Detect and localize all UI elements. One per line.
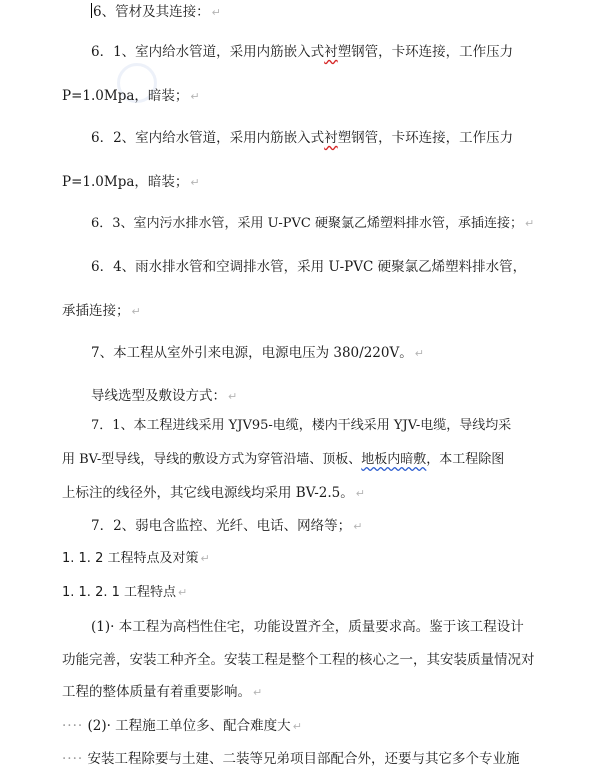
heading[interactable]: 1. 1. 2. 1 工程特点 ↵ xyxy=(62,585,188,600)
paragraph[interactable]: 工程的整体质量有着重要影响。 ↵ xyxy=(62,684,263,700)
paragraph-mark-icon: ↵ xyxy=(414,347,424,360)
spelling-error[interactable]: 衬 xyxy=(324,44,338,60)
paragraph-mark-icon: ↵ xyxy=(178,586,188,599)
paragraph-mark-icon: ↵ xyxy=(292,720,302,733)
paragraph[interactable]: 7、本工程从室外引来电源，电源电压为 380/220V。 ↵ xyxy=(91,345,424,361)
paragraph-mark-icon: ↵ xyxy=(190,90,200,103)
paragraph[interactable]: (1)· 本工程为高档性住宅，功能设置齐全，质量要求高。鉴于该工程设计 xyxy=(91,619,524,635)
paragraph[interactable]: 6、管材及其连接： ↵ xyxy=(93,4,221,20)
paragraph[interactable]: 6．2、室内给水管道，采用内筋嵌入式衬塑钢管，卡环连接，工作压力 xyxy=(91,130,514,146)
heading[interactable]: 1. 1. 2 工程特点及对策 ↵ xyxy=(62,551,210,566)
paragraph-mark-icon: ↵ xyxy=(131,305,141,318)
space-marks: ···· xyxy=(62,718,84,734)
paragraph[interactable]: 6．3、室内污水排水管，采用 U-PVC 硬聚氯乙烯塑料排水管，承插连接； ↵ xyxy=(91,216,535,231)
paragraph-mark-icon: ↵ xyxy=(253,686,263,699)
paragraph[interactable]: 承插连接； ↵ xyxy=(62,303,141,319)
grammar-error[interactable]: 地板内暗敷 xyxy=(361,452,427,467)
paragraph-mark-icon: ↵ xyxy=(525,217,535,230)
space-marks: ···· xyxy=(62,751,84,767)
paragraph-mark-icon: ↵ xyxy=(200,552,210,565)
paragraph-mark-icon: ↵ xyxy=(228,390,238,403)
paragraph[interactable]: 上标注的线径外，其它线电源线均采用 BV-2.5。 ↵ xyxy=(62,485,365,501)
paragraph-mark-icon: ↵ xyxy=(353,520,363,533)
paragraph[interactable]: P=1.0Mpa，暗装； ↵ xyxy=(62,174,200,190)
paragraph[interactable]: 功能完善，安装工种齐全。安装工程是整个工程的核心之一，其安装质量情况对 xyxy=(62,652,535,668)
paragraph[interactable]: 7．1、本工程进线采用 YJV95-电缆，楼内干线采用 YJV-电缆，导线均采 xyxy=(91,418,512,433)
paragraph-mark-icon: ↵ xyxy=(211,6,221,19)
paragraph-mark-icon: ↵ xyxy=(190,176,200,189)
paragraph[interactable]: 用 BV-型导线，导线的敷设方式为穿管沿墙、顶板、地板内暗敷，本工程除图 xyxy=(62,452,505,467)
paragraph-mark-icon: ↵ xyxy=(355,487,365,500)
text-cursor xyxy=(91,3,92,18)
paragraph[interactable]: P=1.0Mpa，暗装； ↵ xyxy=(62,88,200,104)
paragraph[interactable]: 6．1、室内给水管道，采用内筋嵌入式衬塑钢管，卡环连接，工作压力 xyxy=(91,44,514,60)
paragraph[interactable]: ···· (2)· 工程施工单位多、配合难度大 ↵ xyxy=(62,718,302,734)
paragraph[interactable]: ···· 安装工程除要与土建、二装等兄弟项目部配合外，还要与其它多个专业施 xyxy=(62,751,520,767)
spelling-error[interactable]: 衬 xyxy=(324,130,338,146)
paragraph[interactable]: 导线选型及敷设方式： ↵ xyxy=(91,388,238,404)
paragraph[interactable]: 6．4、雨水排水管和空调排水管，采用 U-PVC 硬聚氯乙烯塑料排水管， xyxy=(91,259,527,275)
paragraph[interactable]: 7．2、弱电含监控、光纤、电话、网络等； ↵ xyxy=(91,518,363,534)
